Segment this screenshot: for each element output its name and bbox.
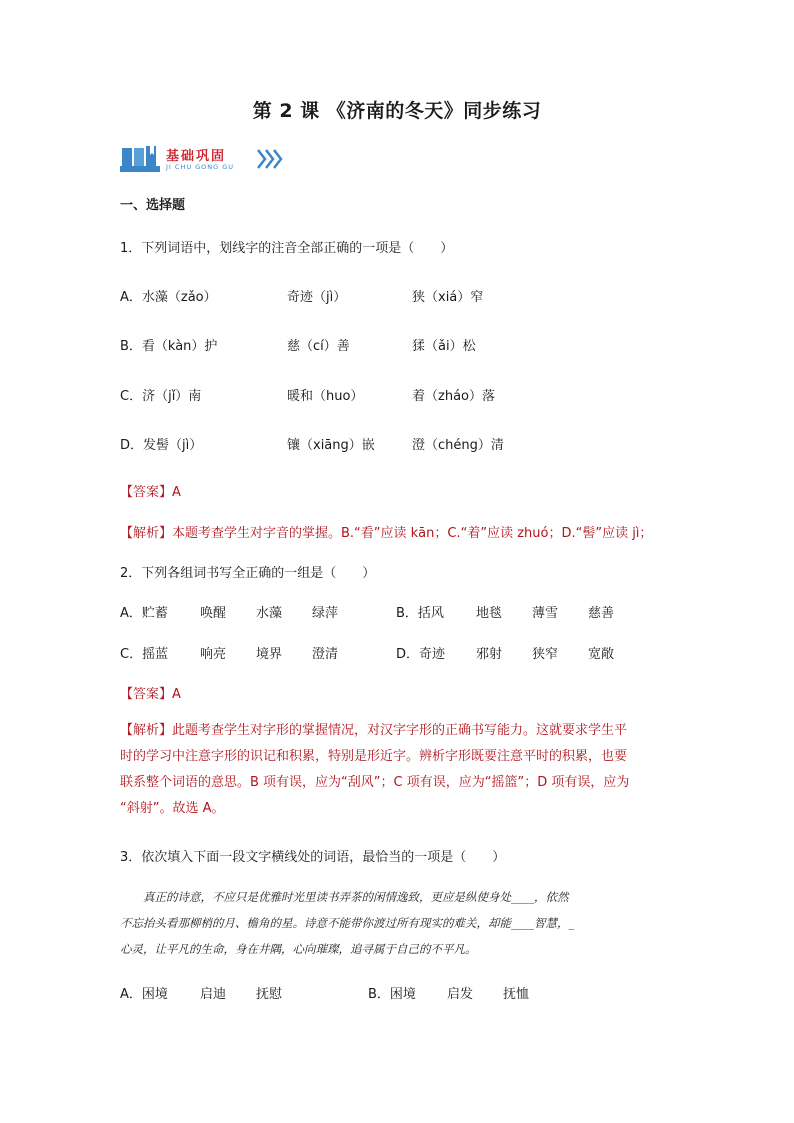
chevrons-icon [257,148,283,170]
q2-option-d: D．奇迹 [396,647,446,662]
q2-analysis-line: 时的学习中注意字形的识记和积累，特别是形近字。辨析字形既要注意平时的积累，也要 [120,749,628,764]
q3-word: 抚恤 [503,987,530,1002]
q2-word: 唤醒 [200,606,227,621]
q2-option-c: C．摇蓝 [120,647,169,662]
q1-option-c-1: C．济（jǐ）南 [120,389,202,404]
q1-option-b-1: B．看（kàn）护 [120,339,218,354]
q2-option-a: A．贮蓄 [120,606,168,621]
q3-word: 抚慰 [256,987,283,1002]
q2-option-b: B．括风 [396,606,444,621]
section-banner [120,142,320,178]
q2-analysis-line: 联系整个词语的意思。B 项有误，应为“刮风”；C 项有误，应为“摇篮”；D 项有误，应为 [120,775,630,790]
q1-option-a-1: A．水藻（zǎo） [120,290,217,305]
q3-word: 启发 [447,987,474,1002]
q2-word: 水藻 [256,606,283,621]
page-title: 第 2 课 《济南的冬天》同步练习 [252,100,542,122]
q3-word: 启迪 [200,987,227,1002]
question-2-stem: 2．下列各组词书写全正确的一组是（ ） [120,566,376,581]
q2-word: 澄清 [312,647,339,662]
q2-analysis [120,718,680,822]
q2-word: 狭窄 [532,647,559,662]
q3-passage-line: 真正的诗意，不应只是优雅时光里读书弄茶的闲情逸致，更应是纵使身处____，依然 [120,890,569,904]
q2-word: 慈善 [588,606,615,621]
q2-word: 薄雪 [532,606,559,621]
q1-option-b-2: 慈（cí）善 [287,339,350,354]
q1-option-d-3: 澄（chéng）清 [412,438,504,453]
q1-analysis: 【解析】本题考查学生对字音的掌握。B.“看”应读 kān；C.“着”应读 zhuó；D.“髻”应读 jì； [120,526,653,541]
q3-passage-line: 不忘抬头看那柳梢的月、檐角的星。诗意不能带你渡过所有现实的难关，却能____智慧，_ [120,916,575,930]
q2-word: 境界 [256,647,283,662]
q3-passage-line: 心灵，让平凡的生命，身在井隅，心向璀璨，追寻属于自己的不平凡。 [120,942,477,956]
question-3-stem: 3．依次填入下面一段文字横线处的词语，最恰当的一项是（ ） [120,850,506,865]
q1-option-b-3: 猱（ǎi）松 [412,339,476,354]
q3-option-a: A．困境 [120,987,168,1002]
q1-option-a-3: 狭（xiá）窄 [412,290,484,305]
q2-word: 邪射 [476,647,503,662]
q3-passage [120,884,680,962]
q3-option-b: B．困境 [368,987,416,1002]
q1-answer: 【答案】A [120,485,181,500]
q1-option-d-1: D．发髻（jì） [120,438,203,453]
q2-word: 响亮 [200,647,227,662]
q2-analysis-line: 【解析】此题考查学生对字形的掌握情况，对汉字字形的正确书写能力。这就要求学生平 [120,723,628,738]
banner-pinyin: JI CHU GONG GU [166,163,235,171]
book-icon [120,146,160,174]
section-heading: 一、选择题 [120,198,186,213]
question-1-stem: 1．下列词语中，划线字的注音全部正确的一项是（ ） [120,241,454,256]
q1-option-a-2: 奇迹（jì） [287,290,347,305]
q1-option-c-2: 暖和（huo） [287,389,364,404]
q1-option-d-2: 镶（xiāng）嵌 [287,438,375,453]
q2-word: 绿萍 [312,606,339,621]
q2-analysis-line: “斜射”。故选 A。 [120,801,225,816]
q1-option-c-3: 着（zháo）落 [412,389,495,404]
q2-answer: 【答案】A [120,687,181,702]
q2-word: 地毯 [476,606,503,621]
banner-title: 基础巩固 [166,149,227,164]
q2-word: 宽敞 [588,647,615,662]
